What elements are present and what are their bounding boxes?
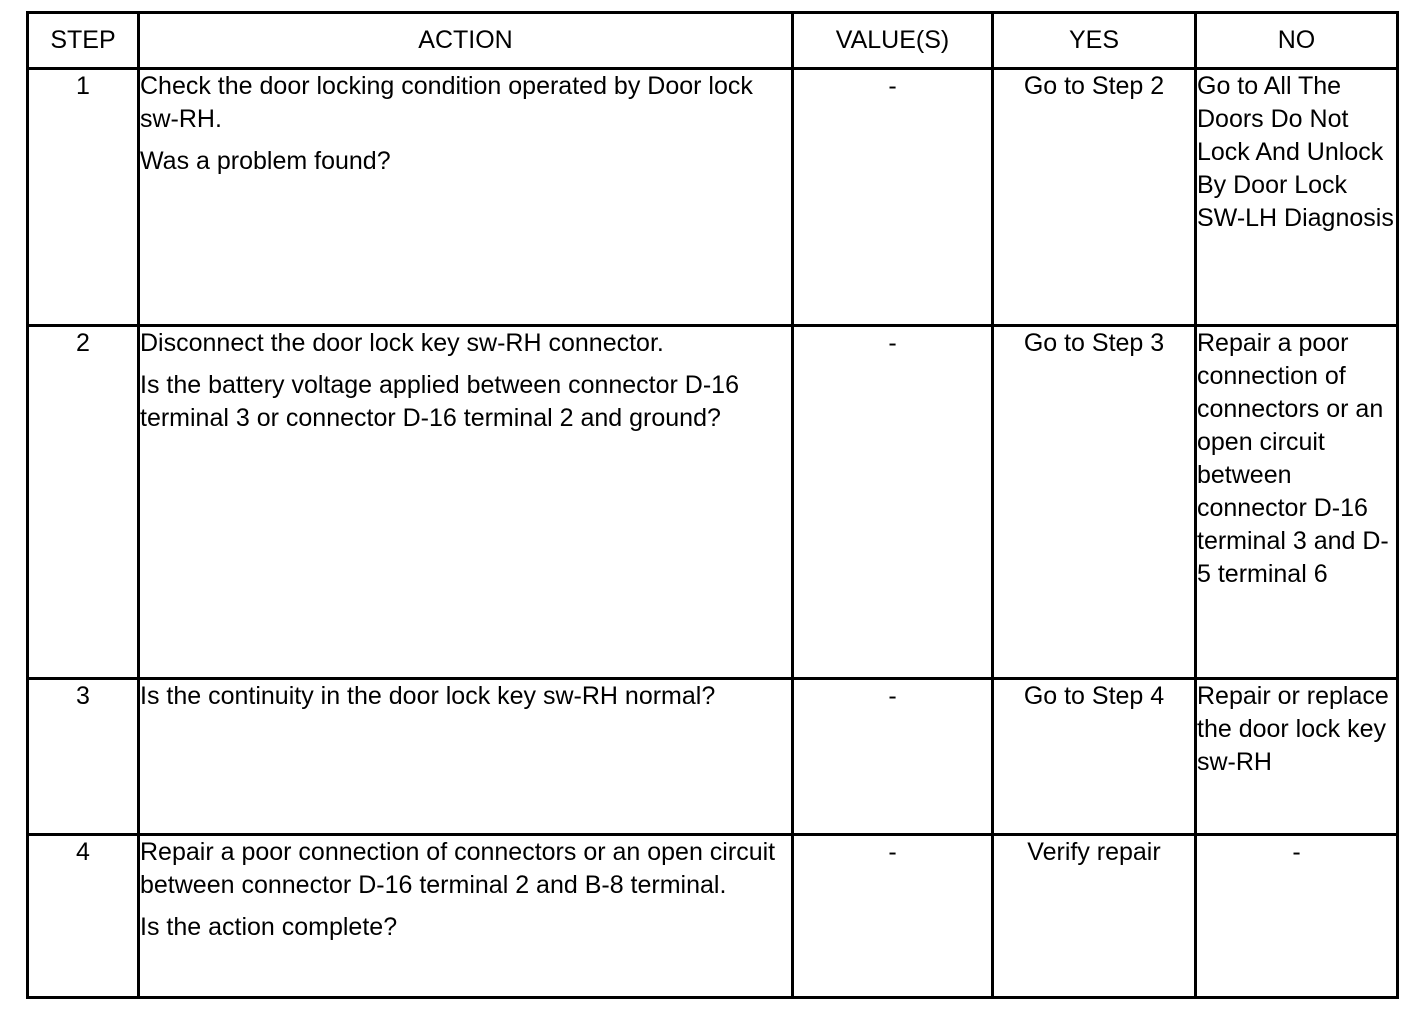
- value-cell: -: [793, 679, 993, 835]
- action-question: Is the action complete?: [140, 913, 398, 941]
- action-text: Repair a poor connection of connectors or an open circuit between connector D-16 terminal 2 and B-8 terminal.: [140, 838, 776, 899]
- header-action: ACTION: [139, 13, 793, 69]
- header-yes: YES: [993, 13, 1196, 69]
- table-row: [28, 326, 1398, 679]
- action-question: Is the battery voltage applied between connector D-16 terminal 3 or connector D-16 terminal 2 and ground?: [140, 371, 739, 432]
- no-cell: Go to All The Doors Do Not Lock And Unlock By Door Lock SW-LH Diagnosis: [1196, 69, 1398, 326]
- diagnostic-table: [26, 11, 1399, 999]
- no-cell: Repair a poor connection of connectors or an open circuit between connector D-16 terminal 3 and D-5 terminal 6: [1196, 326, 1398, 679]
- step-number: 1: [28, 69, 139, 326]
- action-text: Disconnect the door lock key sw-RH connector.: [140, 329, 664, 357]
- yes-cell: Go to Step 4: [993, 679, 1196, 835]
- action-question: Is the continuity in the door lock key sw-RH normal?: [140, 682, 716, 710]
- table-row: [28, 69, 1398, 326]
- no-cell: Repair or replace the door lock key sw-RH: [1196, 679, 1398, 835]
- value-cell: -: [793, 835, 993, 998]
- value-cell: -: [793, 69, 993, 326]
- action-cell: [139, 835, 793, 998]
- table-row: [28, 835, 1398, 998]
- table-row: [28, 679, 1398, 835]
- step-number: 4: [28, 835, 139, 998]
- action-question: Was a problem found?: [140, 147, 391, 175]
- value-cell: -: [793, 326, 993, 679]
- yes-cell: Go to Step 2: [993, 69, 1196, 326]
- header-no: NO: [1196, 13, 1398, 69]
- action-cell: [139, 679, 793, 835]
- header-values: VALUE(S): [793, 13, 993, 69]
- step-number: 2: [28, 326, 139, 679]
- action-cell: [139, 326, 793, 679]
- yes-cell: Verify repair: [993, 835, 1196, 998]
- action-cell: [139, 69, 793, 326]
- no-cell: -: [1196, 835, 1398, 998]
- header-row: [28, 13, 1398, 69]
- step-number: 3: [28, 679, 139, 835]
- action-text: Check the door locking condition operated by Door lock sw-RH.: [140, 72, 753, 133]
- yes-cell: Go to Step 3: [993, 326, 1196, 679]
- header-step: STEP: [28, 13, 139, 69]
